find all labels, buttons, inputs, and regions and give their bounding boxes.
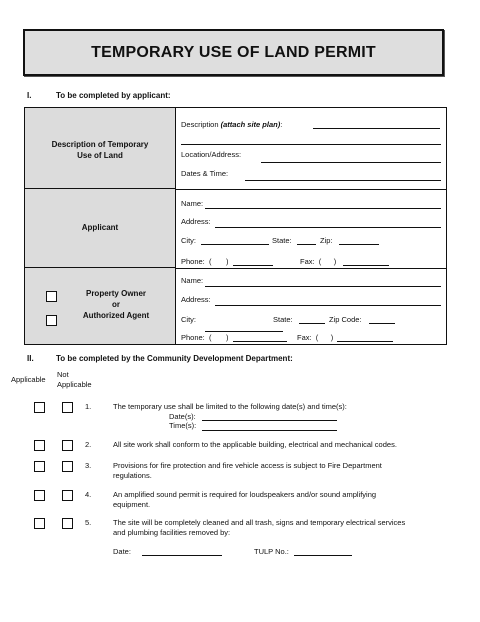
tulp-number-input-line[interactable] (294, 555, 352, 556)
item-4-not-applicable-checkbox[interactable] (62, 490, 73, 501)
owner-label-line3: Authorized Agent (82, 311, 150, 320)
owner-label-line2: or (112, 300, 120, 309)
applicant-state-label: State: (272, 236, 292, 245)
applicant-zip-label: Zip: (320, 236, 333, 245)
item-3-text: Provisions for fire protection and fire vehicle access is subject to Fire Department regulations. (113, 461, 382, 480)
item-4-applicable-checkbox[interactable] (34, 490, 45, 501)
not-applicable-column-header: Not Applicable (57, 370, 92, 389)
item-5-text: The site will be completely cleaned and all trash, signs and temporary electrical services and plumbing facilities removed by: (113, 518, 406, 537)
dates-time-label: Dates & Time: (181, 169, 229, 178)
owner-fax-label: Fax: ( ) (297, 333, 334, 342)
authorized-agent-checkbox[interactable] (46, 315, 57, 326)
item-5-not-applicable-checkbox[interactable] (62, 518, 73, 529)
date-label: Date: (113, 547, 131, 556)
owner-address-input-line[interactable] (215, 305, 441, 306)
applicant-label-cell (25, 189, 176, 268)
owner-state-label: State: (273, 315, 293, 324)
item-1-dates-input-line[interactable] (202, 420, 337, 421)
applicable-column-header: Applicable (11, 375, 46, 384)
item-3-number: 3. (85, 461, 92, 470)
item-1-applicable-checkbox[interactable] (34, 402, 45, 413)
applicant-address-label: Address: (181, 217, 211, 226)
applicant-address-input-line[interactable] (215, 227, 441, 228)
applicant-city-input-line[interactable] (201, 244, 269, 245)
page-title: TEMPORARY USE OF LAND PERMIT (91, 43, 376, 61)
description-label-cell (25, 108, 176, 189)
applicant-fax-input-line[interactable] (343, 265, 389, 266)
item-3-applicable-checkbox[interactable] (34, 461, 45, 472)
item-2-applicable-checkbox[interactable] (34, 440, 45, 451)
location-input-line[interactable] (261, 162, 441, 163)
item-2-not-applicable-checkbox[interactable] (62, 440, 73, 451)
date-input-line[interactable] (142, 555, 222, 556)
item-3-not-applicable-checkbox[interactable] (62, 461, 73, 472)
applicant-name-label: Name: (181, 199, 204, 208)
item-1-times-input-line[interactable] (202, 430, 337, 431)
item-2-number: 2. (85, 440, 92, 449)
owner-label-line1: Property Owner (85, 289, 146, 298)
owner-name-input-line[interactable] (205, 286, 441, 287)
owner-zip-input-line[interactable] (369, 323, 395, 324)
applicant-name-input-line[interactable] (205, 208, 441, 209)
description-label-line1: Description of Temporary (51, 140, 149, 149)
item-1-times-label: Time(s): (169, 421, 197, 430)
owner-address-label: Address: (181, 295, 211, 304)
owner-phone-label: Phone: ( ) (181, 333, 229, 342)
description-field-label: Description (attach site plan): (181, 120, 283, 129)
location-label: Location/Address: (181, 150, 242, 159)
item-5-number: 5. (85, 518, 92, 527)
applicant-fax-label: Fax: ( ) (300, 257, 337, 266)
description-label-line2: Use of Land (77, 151, 123, 160)
dates-time-input-line[interactable] (245, 180, 441, 181)
attach-site-plan-note: (attach site plan) (220, 120, 281, 129)
applicant-city-label: City: (181, 236, 196, 245)
item-1-not-applicable-checkbox[interactable] (62, 402, 73, 413)
item-4-text: An amplified sound permit is required for loudspeakers and/or sound amplifying equipment. (113, 490, 377, 509)
applicant-zip-input-line[interactable] (339, 244, 379, 245)
item-1-number: 1. (85, 402, 92, 411)
applicant-table (24, 107, 447, 345)
property-owner-checkbox[interactable] (46, 291, 57, 302)
applicant-phone-input-line[interactable] (233, 265, 273, 266)
description-input-line[interactable] (313, 128, 440, 129)
item-2-text: All site work shall conform to the applicable building, electrical and mechanical codes. (113, 440, 397, 449)
owner-city-input-line[interactable] (205, 331, 283, 332)
description-input-line-2[interactable] (181, 144, 441, 145)
owner-state-input-line[interactable] (299, 323, 325, 324)
section-1-heading: To be completed by applicant: (56, 91, 171, 100)
item-4-number: 4. (85, 490, 92, 499)
applicant-phone-label: Phone: ( ) (181, 257, 229, 266)
section-1-number: I. (27, 91, 32, 100)
owner-name-label: Name: (181, 276, 204, 285)
section-2-heading: To be completed by the Community Development Department: (56, 354, 293, 363)
item-1-text: The temporary use shall be limited to the following date(s) and time(s): (113, 402, 347, 411)
tulp-number-label: TULP No.: (254, 547, 289, 556)
section-2-number: II. (27, 354, 34, 363)
owner-label-cell (25, 268, 176, 344)
item-1-dates-label: Date(s): (169, 412, 196, 421)
applicant-state-input-line[interactable] (297, 244, 316, 245)
owner-zip-code-label: Zip Code: (329, 315, 362, 324)
owner-city-label: City: (181, 315, 196, 324)
owner-phone-input-line[interactable] (233, 341, 287, 342)
owner-fax-input-line[interactable] (337, 341, 393, 342)
item-5-applicable-checkbox[interactable] (34, 518, 45, 529)
applicant-label: Applicant (81, 223, 119, 232)
